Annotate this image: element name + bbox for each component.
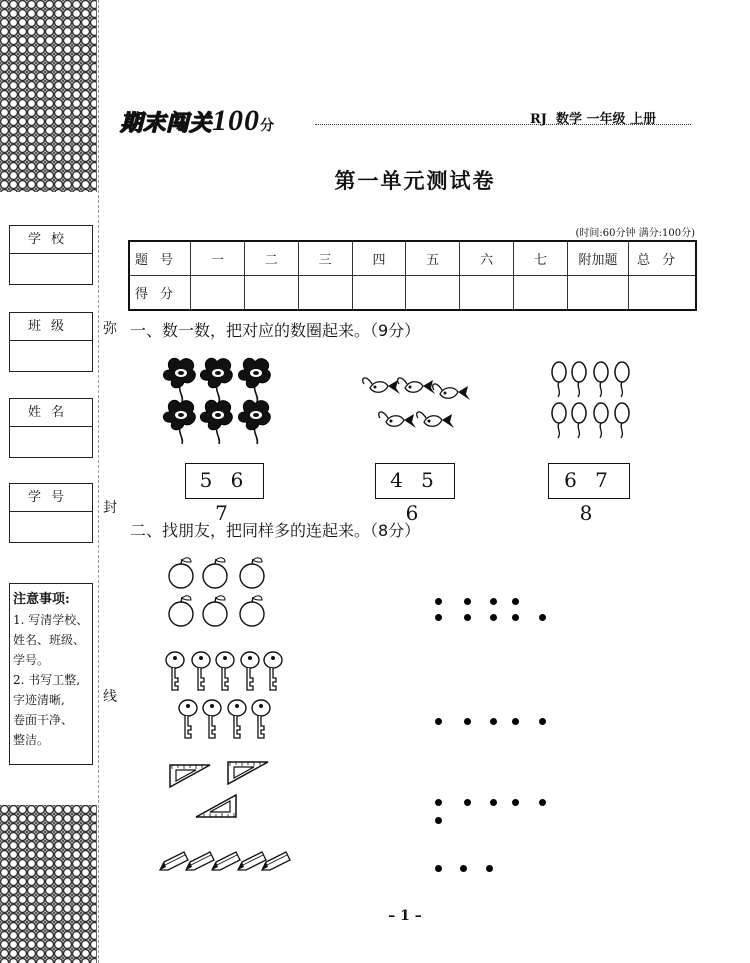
score-cell: 题号 (129, 241, 191, 276)
class-label: 班级 (10, 313, 92, 341)
subject-label: 数学 一年级 上册 (556, 112, 657, 127)
section1-heading: 一、数一数，把对应的数圈起来。（9分） (130, 321, 421, 340)
dot (512, 718, 519, 725)
edition-label: RJ (530, 112, 547, 127)
dot (490, 614, 497, 621)
dot (460, 865, 467, 872)
score-cell: 五 (406, 241, 460, 276)
brand-number: 100 (212, 104, 261, 137)
dot (539, 614, 546, 621)
seal-char-mi: 弥 (103, 321, 117, 337)
dot (464, 614, 471, 621)
dot (435, 817, 442, 824)
number-choice-box-1[interactable]: 5 6 7 (185, 463, 264, 499)
dot (435, 718, 442, 725)
dot (490, 799, 497, 806)
dot (435, 865, 442, 872)
score-cell: 二 (244, 241, 298, 276)
brand-text: 期末闯关 (120, 110, 213, 136)
notes-line: 学号。 (13, 653, 50, 667)
school-label: 学校 (10, 226, 92, 254)
brand-unit: 分 (260, 118, 276, 134)
dot (512, 799, 519, 806)
score-cell: 附加题 (568, 241, 629, 276)
key-icon (166, 652, 282, 738)
seal-char-feng: 封 (103, 500, 117, 516)
dot (464, 799, 471, 806)
dot (435, 799, 442, 806)
score-cell: 七 (514, 241, 568, 276)
seal-char-xian: 线 (103, 689, 117, 705)
dot (464, 598, 471, 605)
number-choice-box-3[interactable]: 6 7 8 (548, 463, 630, 499)
dot (486, 865, 493, 872)
dot (539, 718, 546, 725)
dot (490, 718, 497, 725)
score-row-label: 得分 (129, 276, 191, 311)
score-cell: 六 (460, 241, 514, 276)
notes-line: 卷面干净、 (13, 713, 74, 727)
dot (490, 598, 497, 605)
apple-icon (169, 558, 264, 626)
triangle-ruler-icon (170, 762, 268, 817)
page-title: 第一单元测试卷 (334, 169, 496, 193)
section2-heading: 二、找朋友，把同样多的连起来。（8分） (130, 521, 421, 540)
dot (539, 799, 546, 806)
notes-line: 姓名、班级、 (13, 633, 86, 647)
pencil-icon (160, 852, 290, 870)
name-label: 姓名 (10, 399, 92, 427)
page-number: – 1 – (388, 908, 422, 924)
notes-line: 字迹清晰, (13, 693, 65, 707)
score-cell: 四 (352, 241, 406, 276)
dot (512, 598, 519, 605)
score-cell: 三 (298, 241, 352, 276)
dot (435, 598, 442, 605)
notes-line: 整洁。 (13, 733, 50, 747)
student-id-label: 学号 (10, 484, 92, 512)
notes-line: 1. 写清学校、 (13, 613, 89, 627)
score-cell: 总分 (629, 241, 697, 276)
notes-title: 注意事项: (13, 592, 70, 607)
dot (464, 718, 471, 725)
score-cell: 一 (191, 241, 245, 276)
notes-line: 2. 书写工整, (13, 673, 81, 687)
dot (512, 614, 519, 621)
time-info: (时间:60分钟 满分:100分) (575, 228, 695, 239)
number-choice-box-2[interactable]: 4 5 6 (375, 463, 455, 499)
dot (435, 614, 442, 621)
